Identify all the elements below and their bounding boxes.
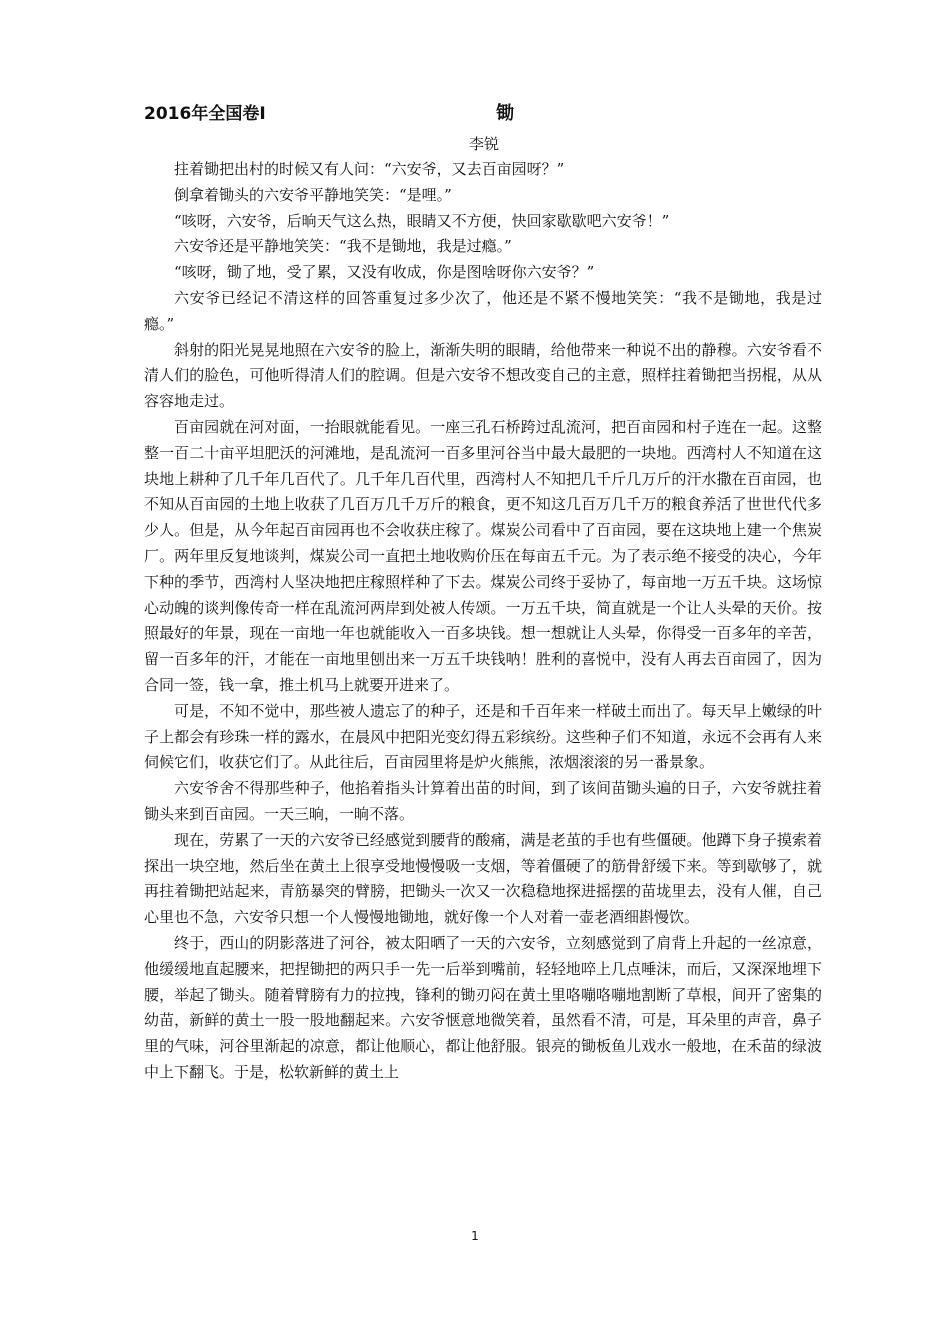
story-title: 锄: [496, 103, 514, 124]
page-number: 1: [471, 1229, 479, 1243]
paragraph: 倒拿着锄头的六安爷平静地笑笑：“是哩。”: [174, 185, 452, 204]
paragraph: 六安爷已经记不清这样的回答重复过多少次了，他还是不紧不慢地笑笑：“我不是锄地，我是过瘾。”: [144, 288, 822, 333]
document-header: [144, 100, 824, 130]
story-body: [144, 157, 822, 1086]
paragraph: “咳呀，锄了地，受了累，又没有收成，你是图啥呀你六安爷？”: [174, 263, 595, 282]
author-name: 李锐: [468, 135, 499, 153]
paragraph: 斜射的阳光晃晃地照在六安爷的脸上，渐渐失明的眼睛，给他带来一种说不出的静穆。六安爷看不清人们的脸色，可他听得清人们的腔调。但是六安爷不想改变自己的主意，照样拄着锄把当拐棍，从从容容地走过。: [144, 340, 822, 411]
paragraph: 终于，西山的阴影落进了河谷，被太阳晒了一天的六安爷，立刻感觉到了肩背上升起的一丝凉意，他缓缓地直起腰来，把捏锄把的两只手一先一后举到嘴前，轻轻地啐上几点唾沫，而后，又深深地埋下腰，举起了锄头。随着臂膀有力的拉拽，锋利的锄刃闷在黄土里咯嘣咯嘣地割断了草根，间开了密集的幼苗，新鲜的黄土一股一股地翻起来。六安爷惬意地微笑着，虽然看不清，可是，耳朵里的声音，鼻子里的气味，河谷里渐起的凉意，都让他顺心，都让他舒服。银亮的锄板鱼儿戏水一般地，在禾苗的绿波中上下翻飞。于是，松软新鲜的黄土上: [144, 933, 822, 1081]
paragraph: 拄着锄把出村的时候又有人问：“六安爷，又去百亩园呀？”: [174, 160, 565, 178]
paragraph: 百亩园就在河对面，一抬眼就能看见。一座三孔石桥跨过乱流河，把百亩园和村子连在一起。这整整一百二十亩平坦肥沃的河滩地，是乱流河一百多里河谷当中最大最肥的一块地。西湾村人不知道在这块地上耕种了几千年几百代了。几千年几百代里，西湾村人不知把几千斤几万斤的汗水撒在百亩园，也不知从百亩园的土地上收获了几百万几千万斤的粮食，更不知这几百万几千万的粮食养活了世世代代多少人。但是，从今年起百亩园再也不会收获庄稼了。煤炭公司看中了百亩园，要在这块地上建一个焦炭厂。两年里反复地谈判，煤炭公司一直把土地收购价压在每亩五千元。为了表示绝不接受的决心，今年下种的季节，西湾村人坚决地把庄稼照样种了下去。煤炭公司终于妥协了，每亩地一万五千块。这场惊心动魄的谈判像传奇一样在乱流河两岸到处被人传颂。一万五千块，简直就是一个让人头晕的天价。按照最好的年景，现在一亩地一年也就能收入一百多块钱。想一想就让人头晕，你得受一百多年的辛苦，留一百多年的汗，才能在一亩地里刨出来一万五千块钱呐！胜利的喜悦中，没有人再去百亩园了，因为合同一签，钱一拿，推土机马上就要开进来了。: [144, 417, 822, 694]
paragraph: 六安爷还是平静地笑笑：“我不是锄地，我是过瘾。”: [174, 237, 512, 256]
paragraph: “咳呀，六安爷，后晌天气这么热，眼睛又不方便，快回家歇歇吧六安爷！”: [174, 211, 670, 230]
exam-label: 2016年全国卷Ⅰ: [144, 104, 266, 124]
paragraph: 现在，劳累了一天的六安爷已经感觉到腰背的酸痛，满是老茧的手也有些僵硬。他蹲下身子摸索着探出一块空地，然后坐在黄土上很享受地慢慢吸一支烟，等着僵硬了的筋骨舒缓下来。等到歇够了，就再拄着锄把站起来，青筋暴突的臂膀，把锄头一次又一次稳稳地探进摇摆的苗垅里去，没有人催，自己心里也不急，六安爷只想一个人慢慢地锄地，就好像一个人对着一壶老酒细斟慢饮。: [144, 830, 822, 927]
paragraph: 可是，不知不觉中，那些被人遗忘了的种子，还是和千百年来一样破土而出了。每天早上嫩绿的叶子上都会有珍珠一样的露水，在晨风中把阳光变幻得五彩缤纷。这些种子们不知道，永远不会再有人来伺候它们，收获它们了。从此往后，百亩园里将是炉火熊熊，浓烟滚滚的另一番景象。: [144, 701, 822, 772]
paragraph: 六安爷舍不得那些种子，他掐着指头计算着出苗的时间，到了该间苗锄头遍的日子，六安爷就拄着锄头来到百亩园。一天三晌，一晌不落。: [144, 779, 822, 823]
